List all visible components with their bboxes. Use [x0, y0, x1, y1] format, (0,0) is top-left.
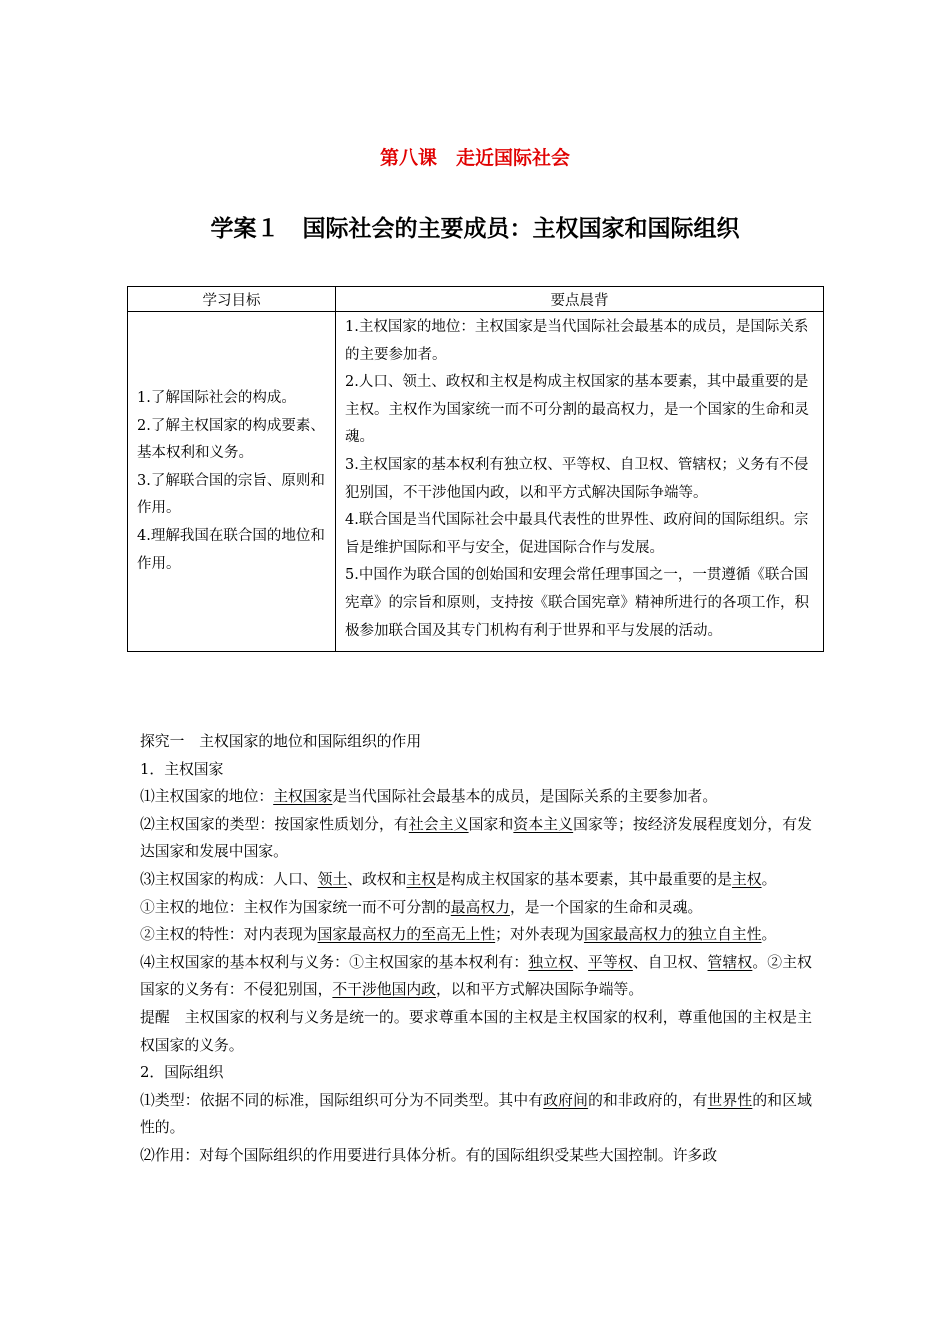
blank-answer: 国家最高权力的至高无上性: [317, 926, 496, 944]
paragraph-org-types: ⑴类型：依据不同的标准，国际组织可分为不同类型。其中有政府间的和非政府的，有世界性的和区域性的。: [140, 1091, 812, 1137]
blank-answer: 政府间: [543, 1091, 589, 1109]
case-title: 学案１ 国际社会的主要成员：主权国家和国际组织: [210, 216, 740, 242]
goal-item: 4.理解我国在联合国的地位和作用。: [137, 527, 325, 572]
blank-answer: 主权: [731, 870, 762, 888]
blank-answer: 领土: [317, 870, 348, 888]
blank-answer: 最高权力: [450, 898, 510, 916]
key-point: 5.中国作为联合国的创始国和安理会常任理事国之一，一贯遵循《联合国宪章》的宗旨和原则，支持按《联合国宪章》精神所进行的各项工作，积极参加联合国及其专门机构有利于世界和平与发展的活动。: [345, 567, 809, 639]
table-body-row: [128, 312, 824, 652]
explore-section: [140, 728, 812, 1170]
blank-answer: 国家最高权力的独立自主性: [583, 926, 762, 944]
header-key-points: 要点晨背: [336, 287, 824, 312]
section-heading-sovereign-state: 1．主权国家: [140, 760, 224, 778]
blank-answer: 主权: [406, 870, 436, 888]
goal-item: 1.了解国际社会的构成。: [137, 389, 296, 406]
goal-item: 2.了解主权国家的构成要素、基本权利和义务。: [137, 417, 325, 462]
blank-answer: 社会主义: [408, 815, 469, 833]
goal-item: 3.了解联合国的宗旨、原则和作用。: [137, 472, 325, 517]
goals-cell: [128, 312, 336, 652]
blank-answer: 资本主义: [513, 815, 574, 833]
paragraph-sovereignty-traits: ②主权的特性：对内表现为国家最高权力的至高无上性；对外表现为国家最高权力的独立自主性。: [140, 926, 777, 944]
paragraph-org-role: ⑵作用：对每个国际组织的作用要进行具体分析。有的国际组织受某些大国控制。许多政: [140, 1146, 718, 1164]
header-learning-goals: 学习目标: [128, 287, 336, 312]
key-points-cell: [336, 312, 824, 652]
section-heading-international-org: 2．国际组织: [140, 1064, 224, 1082]
blank-answer: 独立权: [528, 953, 574, 971]
key-point: 4.联合国是当代国际社会中最具代表性的世界性、政府间的国际组织。宗旨是维护国际和平与安全，促进国际合作与发展。: [345, 512, 809, 556]
goals-table: [127, 286, 824, 652]
blank-answer: 世界性: [707, 1091, 753, 1109]
paragraph-types: ⑵主权国家的类型：按国家性质划分，有社会主义国家和资本主义国家等；按经济发展程度划分，有发达国家和发展中国家。: [140, 815, 812, 861]
paragraph-reminder: 提醒 主权国家的权利与义务是统一的。要求尊重本国的主权是主权国家的权利，尊重他国的主权是主权国家的义务。: [140, 1008, 812, 1054]
lesson-title: 第八课 走近国际社会: [379, 147, 570, 169]
key-point: 2.人口、领土、政权和主权是构成主权国家的基本要素，其中最重要的是主权。主权作为国家统一而不可分割的最高权力，是一个国家的生命和灵魂。: [345, 374, 809, 446]
table-header-row: [128, 287, 824, 312]
blank-answer: 管辖权: [707, 953, 753, 971]
paragraph-sovereignty-status: ①主权的地位：主权作为国家统一而不可分割的最高权力，是一个国家的生命和灵魂。: [140, 898, 703, 916]
explore-heading: 探究一 主权国家的地位和国际组织的作用: [140, 733, 422, 750]
blank-answer: 主权国家: [273, 788, 333, 806]
paragraph-rights-duties: ⑷主权国家的基本权利与义务：①主权国家的基本权利有：独立权、平等权、自卫权、管辖权。②主权国家的义务有：不侵犯别国，不干涉他国内政，以和平方式解决国际争端等。: [140, 953, 812, 999]
paragraph-composition: ⑶主权国家的构成：人口、领土、政权和主权是构成主权国家的基本要素，其中最重要的是主权。: [140, 870, 777, 888]
key-point: 1.主权国家的地位：主权国家是当代国际社会最基本的成员，是国际关系的主要参加者。: [345, 319, 809, 363]
blank-answer: 不干涉他国内政: [332, 981, 436, 999]
key-point: 3.主权国家的基本权利有独立权、平等权、自卫权、管辖权；义务有不侵犯别国，不干涉他国内政，以和平方式解决国际争端等。: [345, 456, 809, 501]
blank-answer: 平等权: [588, 953, 633, 971]
paragraph-status: ⑴主权国家的地位：主权国家是当代国际社会最基本的成员，是国际关系的主要参加者。: [140, 788, 718, 806]
